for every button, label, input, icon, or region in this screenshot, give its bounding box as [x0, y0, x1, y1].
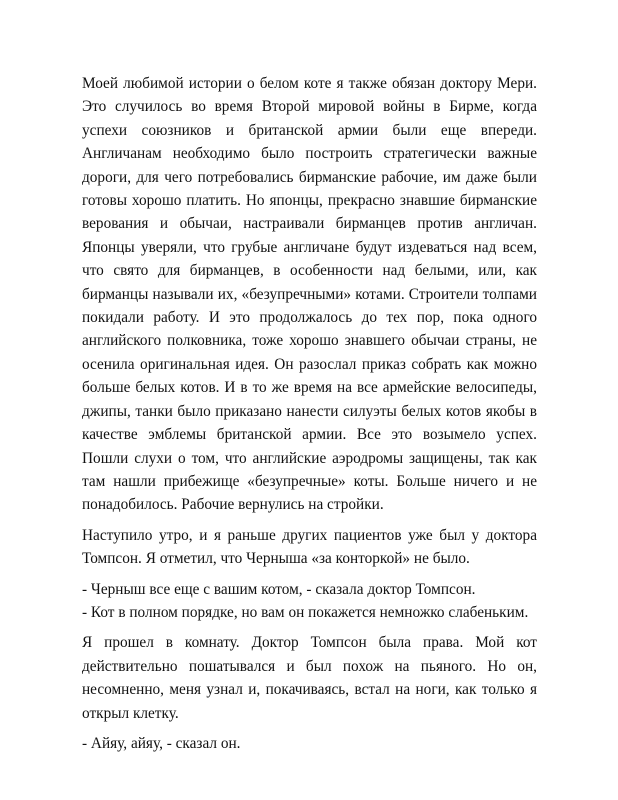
paragraph-white-cat-story: Моей любимой истории о белом коте я также обязан доктору Мери. Это случилось во время Второй мировой войны в Бирме, когда успехи союзников и британской армии были еще впереди. Англичанам необходимо было построить стратегически важные дороги, для чего потребовались бирманские рабочие, им даже были готовы хорошо платить. Но японцы, прекрасно знавшие бирманские верования и обычаи, настраивали бирманцев против англичан. Японцы уверяли, что грубые англичане будут издеваться над всем, что свято для бирманцев, в особенности над белыми, или, как бирманцы называли их, «безупречными» котами. Строители толпами покидали работу. И это продолжалось до тех пор, пока одного английского полковника, тоже хорошо знавшего обычаи страны, не осенила оригинальная идея. Он разослал приказ собрать как можно больше белых котов. И в то же время на все армейские велосипеды, джипы, танки было приказано нанести силуэты белых котов якобы в качестве эмблемы британской армии. Все это возымело успех. Пошли слухи о том, что английские аэродромы защищены, так как там нашли прибежище «безупречные» коты. Больше ничего и не понадобилось. Рабочие вернулись на стройки.: [82, 75, 537, 514]
document-body: [82, 72, 537, 755]
dialogue-line-thompson: - Черныш все еще с вашим котом, - сказала доктор Томпсон.: [82, 580, 476, 598]
dialogue-line-cat-status: - Кот в полном порядке, но вам он покажется немножко слабеньким.: [82, 603, 529, 621]
paragraph-room-visit: Я прошел в комнату. Доктор Томпсон была права. Мой кот действительно пошатывался и был похож на пьяного. Но он, несомненно, меня узнал и, покачиваясь, встал на ноги, как только я открыл клетку.: [82, 634, 537, 722]
paragraph-morning-visit: Наступило утро, и я раньше других пациентов уже был у доктора Томпсон. Я отметил, что Черныша «за конторкой» не было.: [82, 526, 537, 568]
dialogue-line-cat-meow: - Айяу, айяу, - сказал он.: [82, 734, 241, 752]
